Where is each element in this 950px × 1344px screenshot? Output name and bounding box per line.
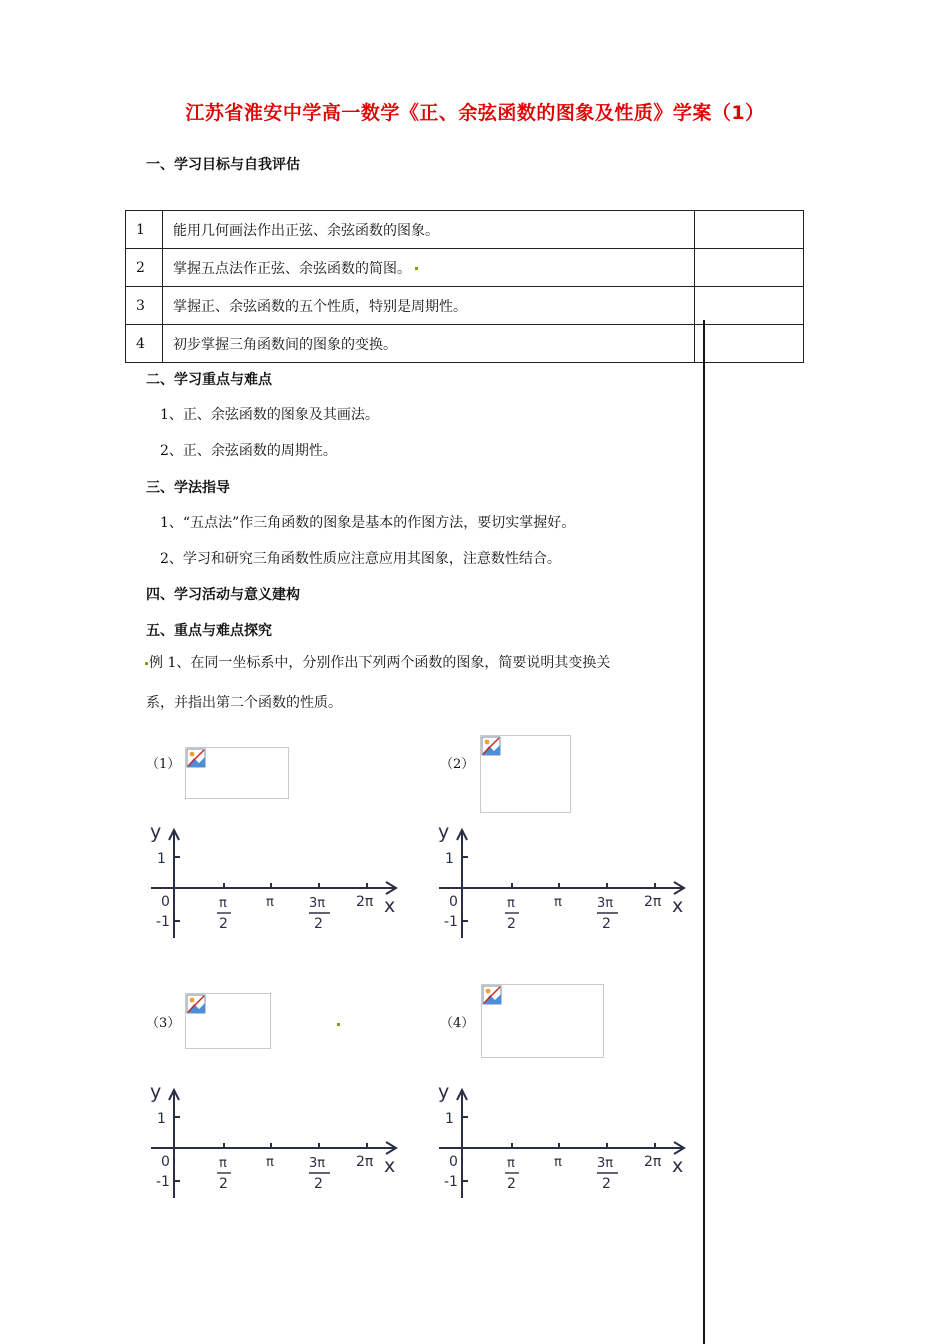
- section-heading-activities: 四、学习活动与意义建构: [146, 587, 300, 603]
- section-heading-exploration: 五、重点与难点探究: [146, 623, 272, 639]
- goal-number: 2: [126, 249, 163, 287]
- table-row: [126, 249, 804, 287]
- tick-label-den: 2: [602, 916, 611, 932]
- tick-label-three-half-pi: 3π: [597, 896, 614, 911]
- section-heading-key-points: 二、学习重点与难点: [146, 372, 272, 388]
- goal-text: 初步掌握三角函数间的图象的变换。: [163, 325, 695, 363]
- tick-label-three-half-pi: 3π: [309, 1156, 326, 1171]
- method-1: 1、“五点法”作三角函数的图象是基本的作图方法，要切实掌握好。: [160, 515, 576, 531]
- tick-label-pi: π: [266, 1155, 274, 1170]
- goal-number: 1: [126, 211, 163, 249]
- tick-label-pi: π: [554, 1155, 562, 1170]
- key-point-2: 2、正、余弦函数的周期性。: [160, 443, 337, 459]
- tick-label-den: 2: [602, 1176, 611, 1192]
- tick-label-den: 2: [219, 916, 228, 932]
- x-axis-label: x: [384, 1155, 396, 1177]
- x-axis-label: x: [672, 895, 684, 917]
- tick-label-half-pi: π: [507, 1156, 515, 1171]
- coordinate-axes-3: [146, 1080, 406, 1200]
- tick-label-one: 1: [445, 1111, 454, 1127]
- goal-text: 掌握五点法作正弦、余弦函数的简图。: [163, 249, 695, 287]
- method-2: 2、学习和研究三角函数性质应注意应用其图象，注意数性结合。: [160, 551, 561, 567]
- goal-number: 4: [126, 325, 163, 363]
- formula-image-3: [185, 993, 271, 1049]
- tick-label-half-pi: π: [219, 896, 227, 911]
- tick-label-zero: 0: [449, 1154, 458, 1170]
- self-assessment-cell[interactable]: [695, 325, 804, 363]
- tick-label-neg-one: -1: [444, 1174, 458, 1190]
- marker-dot: [337, 1023, 340, 1026]
- example-text-line-1: 例 1、在同一坐标系中，分别作出下列两个函数的图象，简要说明其变换关: [149, 655, 611, 671]
- broken-image-icon: [186, 994, 206, 1014]
- marker-dot: [145, 662, 148, 665]
- y-axis-label: y: [438, 1081, 450, 1103]
- goal-text: 掌握正、余弦函数的五个性质，特别是周期性。: [163, 287, 695, 325]
- page-title: 江苏省淮安中学高一数学《正、余弦函数的图象及性质》学案（1）: [185, 102, 765, 124]
- broken-image-icon: [186, 748, 206, 768]
- broken-image-icon: [481, 736, 501, 756]
- tick-label-neg-one: -1: [156, 1174, 170, 1190]
- self-assessment-cell[interactable]: [695, 211, 804, 249]
- tick-label-half-pi: π: [219, 1156, 227, 1171]
- tick-label-den: 2: [507, 916, 516, 932]
- broken-image-icon: [482, 985, 502, 1005]
- tick-label-three-half-pi: 3π: [597, 1156, 614, 1171]
- goal-text: 能用几何画法作出正弦、余弦函数的图象。: [163, 211, 695, 249]
- goal-number: 3: [126, 287, 163, 325]
- coordinate-axes-2: [434, 820, 694, 940]
- tick-label-neg-one: -1: [156, 914, 170, 930]
- formula-image-2: [480, 735, 571, 813]
- key-point-1: 1、正、余弦函数的图象及其画法。: [160, 407, 379, 423]
- self-assessment-cell[interactable]: [695, 287, 804, 325]
- self-assessment-cell[interactable]: [695, 249, 804, 287]
- tick-label-one: 1: [157, 851, 166, 867]
- part-label-2: （2）: [440, 757, 475, 772]
- margin-rule: [703, 320, 705, 1344]
- x-axis-label: x: [384, 895, 396, 917]
- section-heading-method: 三、学法指导: [146, 480, 230, 496]
- tick-label-den: 2: [314, 916, 323, 932]
- tick-label-pi: π: [266, 895, 274, 910]
- part-label-3: （3）: [146, 1016, 181, 1031]
- y-axis-label: y: [438, 821, 450, 843]
- coordinate-axes-1: [146, 820, 406, 940]
- y-axis-label: y: [150, 821, 162, 843]
- tick-label-den: 2: [314, 1176, 323, 1192]
- tick-label-zero: 0: [449, 894, 458, 910]
- tick-label-one: 1: [157, 1111, 166, 1127]
- section-heading-goals: 一、学习目标与自我评估: [146, 157, 300, 173]
- table-row: [126, 325, 804, 363]
- example-text-line-2: 系，并指出第二个函数的性质。: [146, 695, 342, 711]
- tick-label-den: 2: [219, 1176, 228, 1192]
- tick-label-three-half-pi: 3π: [309, 896, 326, 911]
- tick-label-two-pi: 2π: [644, 894, 662, 910]
- part-label-4: （4）: [440, 1016, 475, 1031]
- part-label-1: （1）: [146, 757, 181, 772]
- tick-label-pi: π: [554, 895, 562, 910]
- tick-label-zero: 0: [161, 894, 170, 910]
- tick-label-half-pi: π: [507, 896, 515, 911]
- tick-label-den: 2: [507, 1176, 516, 1192]
- table-row: [126, 287, 804, 325]
- tick-label-zero: 0: [161, 1154, 170, 1170]
- table-row: [126, 211, 804, 249]
- tick-label-two-pi: 2π: [356, 894, 374, 910]
- tick-label-neg-one: -1: [444, 914, 458, 930]
- y-axis-label: y: [150, 1081, 162, 1103]
- coordinate-axes-4: [434, 1080, 694, 1200]
- formula-image-1: [185, 747, 289, 799]
- tick-label-two-pi: 2π: [356, 1154, 374, 1170]
- x-axis-label: x: [672, 1155, 684, 1177]
- tick-label-two-pi: 2π: [644, 1154, 662, 1170]
- formula-image-4: [481, 984, 604, 1058]
- tick-label-one: 1: [445, 851, 454, 867]
